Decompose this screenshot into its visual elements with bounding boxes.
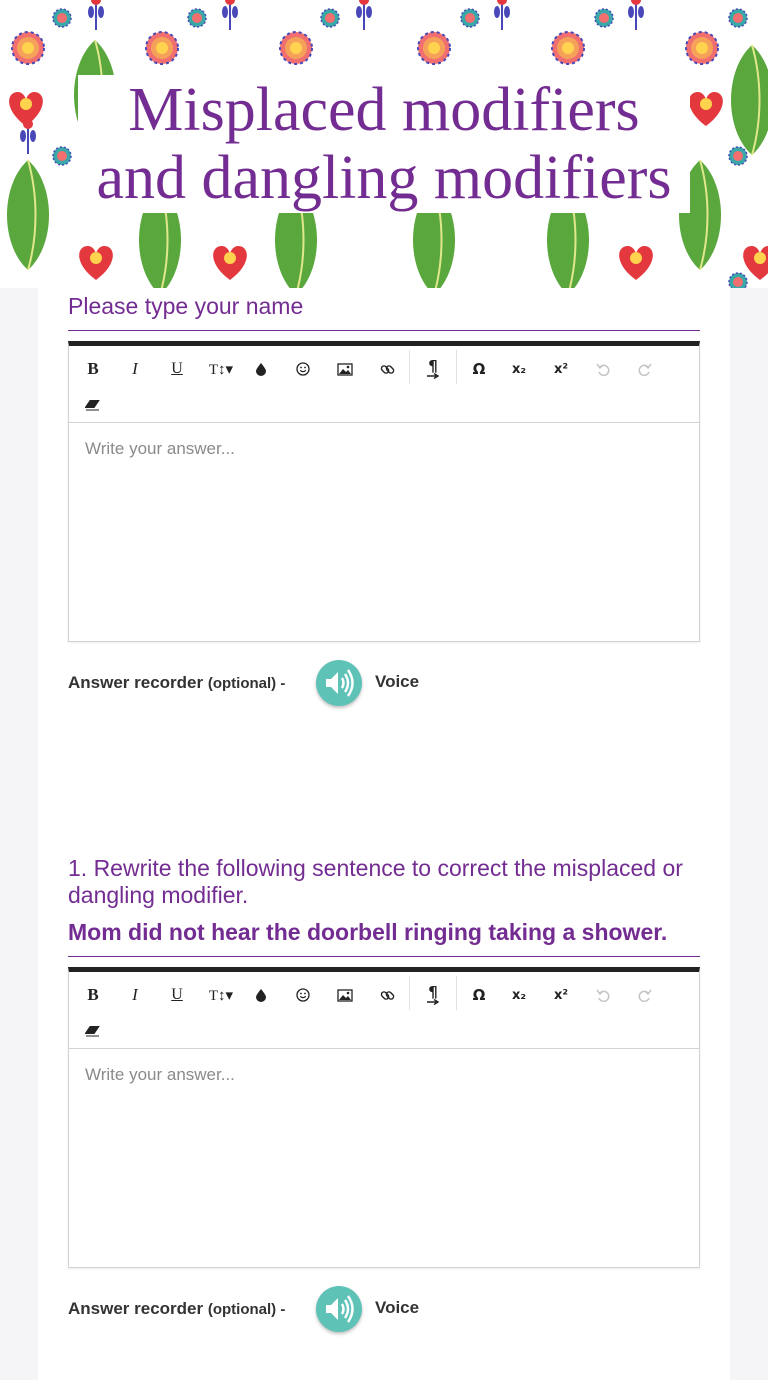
superscript-button[interactable]: x² [553,361,569,377]
question-title: Please type your name [68,293,304,319]
superscript-button[interactable]: x² [553,987,569,1003]
smiley-icon [296,362,310,376]
emoji-button[interactable] [289,981,317,1009]
redo-icon [638,988,652,1002]
header-banner [0,0,768,288]
smiley-icon [296,988,310,1002]
subscript-button[interactable]: x₂ [511,987,527,1003]
paragraph-icon: ¶ [428,983,438,1001]
insert-link-button[interactable] [373,355,401,383]
undo-icon [596,362,610,376]
voice-label: Voice [375,672,420,691]
speaker-icon [316,660,362,706]
answer-editor [68,967,700,1268]
recorder-label [68,673,285,693]
paragraph-button[interactable] [419,355,447,383]
droplet-icon [255,988,267,1002]
subscript-button[interactable]: x₂ [511,361,527,377]
answer-textarea[interactable]: Write your answer... [85,1065,235,1084]
link-icon [380,362,395,377]
link-icon [380,988,395,1003]
underline-button[interactable]: U [171,360,183,377]
question-title: 1. Rewrite the following sentence to correct the misplaced or dangling modifier. [68,855,683,908]
question-1 [68,855,700,1336]
toolbar-separator [409,350,410,384]
special-char-button[interactable]: Ω [472,986,486,1004]
toolbar-separator [456,350,457,384]
font-size-button[interactable]: T↕▾ [208,987,234,1004]
insert-image-button[interactable] [331,355,359,383]
image-icon [337,989,353,1002]
question-divider [68,956,700,957]
voice-record-button[interactable] [316,660,362,706]
arrow-right-icon [426,373,440,379]
answer-recorder [68,1286,700,1336]
voice-record-button[interactable] [316,1286,362,1332]
redo-button[interactable] [631,981,659,1009]
underline-button[interactable]: U [171,986,183,1003]
droplet-icon [255,362,267,376]
insert-image-button[interactable] [331,981,359,1009]
italic-button[interactable]: I [132,359,138,378]
worksheet-card [38,288,730,1380]
undo-icon [596,988,610,1002]
recorder-optional-text: (optional) - [207,1301,286,1318]
toolbar-separator [409,976,410,1010]
redo-button[interactable] [631,355,659,383]
speaker-icon [316,1286,362,1332]
recorder-optional-text: (optional) - [207,675,286,692]
paragraph-button[interactable] [419,981,447,1009]
question-divider [68,330,700,331]
answer-textarea[interactable]: Write your answer... [85,439,235,458]
italic-button[interactable]: I [132,985,138,1004]
toolbar-separator [456,976,457,1010]
clear-format-button[interactable] [79,1017,107,1045]
editor-toolbar [69,972,699,1049]
clear-format-button[interactable] [79,391,107,419]
title-box [78,75,690,213]
bold-button[interactable]: B [87,359,99,378]
font-size-button[interactable]: T↕▾ [208,361,234,378]
paragraph-icon: ¶ [428,357,438,375]
worksheet-title: Misplaced modifiers and dangling modifiers [96,76,672,212]
emoji-button[interactable] [289,355,317,383]
undo-button[interactable] [589,981,617,1009]
answer-editor [68,341,700,642]
editor-toolbar [69,346,699,423]
eraser-icon [85,399,101,411]
bold-button[interactable]: B [87,985,99,1004]
text-color-button[interactable] [247,355,275,383]
image-icon [337,363,353,376]
insert-link-button[interactable] [373,981,401,1009]
recorder-label-text: Answer recorder [68,673,204,692]
eraser-icon [85,1025,101,1037]
special-char-button[interactable]: Ω [472,360,486,378]
recorder-label [68,1299,285,1319]
recorder-label-text: Answer recorder [68,1299,204,1318]
voice-label: Voice [375,1298,420,1317]
arrow-right-icon [426,999,440,1005]
undo-button[interactable] [589,355,617,383]
question-sentence: Mom did not hear the doorbell ringing taking a shower. [68,919,668,945]
answer-recorder [68,660,700,710]
text-color-button[interactable] [247,981,275,1009]
redo-icon [638,362,652,376]
question-name [68,293,700,710]
